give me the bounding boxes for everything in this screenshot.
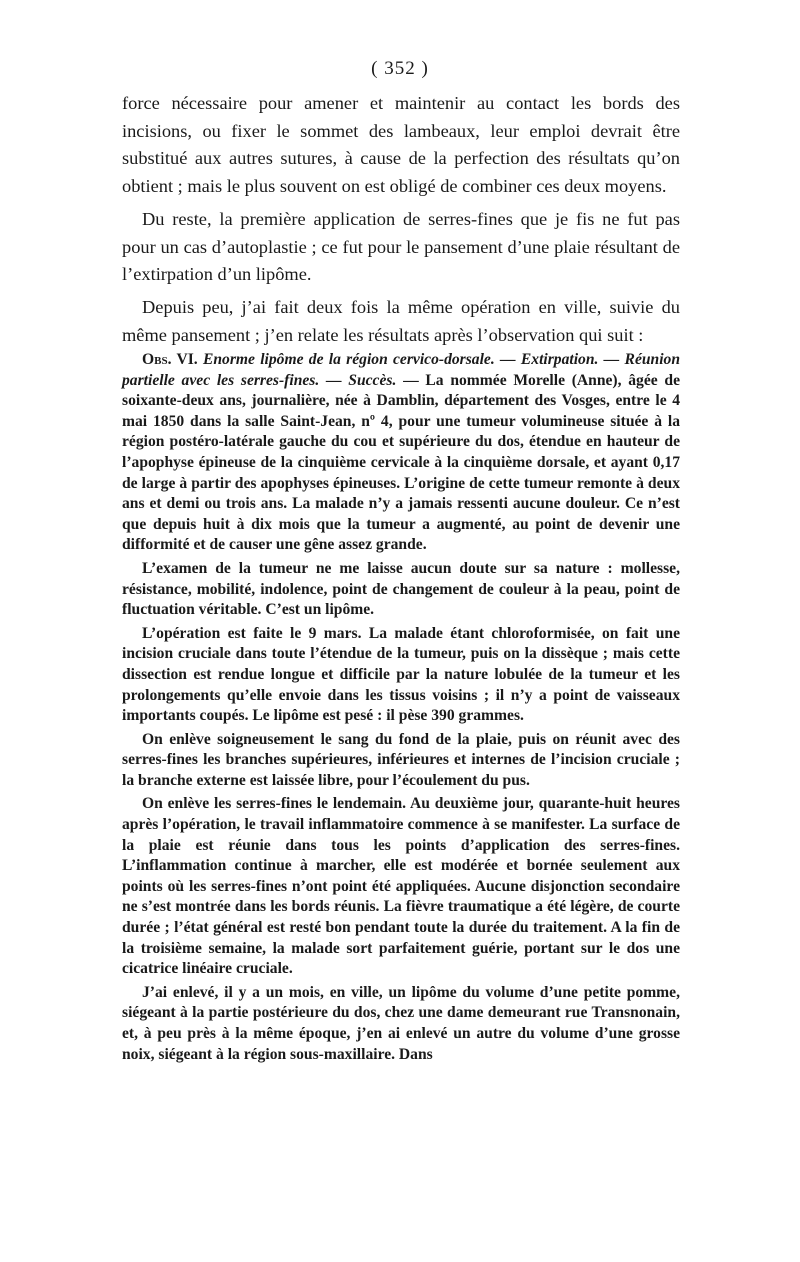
main-text (122, 90, 680, 354)
observation-intro: — La nommée Morelle (Anne), âgée de soixante-deux ans, journalière, née à Damblin, département des Vosges, entre le 4 mai 1850 dans la salle Saint-Jean, nº 4, pour une tumeur volumineuse située à la région postéro-latérale gauche du cou et supérieure du dos, étendue en hauteur de l’apophyse épineuse de la cinquième cervicale à la cinquième dorsale, et ayant 0,17 de large à partir des apophyses épineuses. L’origine de cette tumeur remonte à deux ans et demi ou trois ans. La malade n’y a jamais ressenti aucune douleur. Ce n’est que depuis huit à dix mois que la tumeur a augmenté, au point de devenir une difformité et de causer une gêne assez grande. (122, 371, 680, 554)
paragraph: On enlève les serres-fines le lendemain. Au deuxième jour, quarante-huit heures après l’opération, le travail inflammatoire commence à se manifester. La surface de la plaie est réunie dans tous les points d’application des serres-fines. L’inflammation continue à marcher, elle est modérée et bornée seulement aux points où les serres-fines n’ont point été appliquées. Aucune disjonction secondaire ne s’est montrée dans les bords réunis. La fièvre traumatique a été légère, de courte durée ; l’état général est resté bon pendant toute la durée du traitement. A la fin de la troisième semaine, la malade sort parfaitement guérie, portant sur le dos une cicatrice linéaire cruciale. (122, 795, 680, 978)
paragraph: On enlève soigneusement le sang du fond de la plaie, puis on réunit avec des serres-fines les branches supérieures, inférieures et internes de l’incision cruciale ; la branche externe est laissée libre, pour l’écoulement du pus. (122, 730, 680, 789)
paragraph-continuation: force nécessaire pour amener et maintenir au contact les bords des incisions, ou fixer le sommet des lambeaux, leur emploi devrait être substitué aux autres sutures, à cause de la perfection des résultats qu’on obtient ; mais le plus souvent on est obligé de combiner ces deux moyens. (122, 93, 680, 197)
observation-block (122, 350, 680, 1068)
observation-heading (122, 350, 680, 556)
paragraph: L’examen de la tumeur ne me laisse aucun doute sur sa nature : mollesse, résistance, mobilité, indolence, point de changement de couleur à la peau, point de fluctuation véritable. C’est un lipôme. (122, 559, 680, 619)
observation-label: Obs. VI. (142, 351, 198, 368)
paragraph: Du reste, la première application de serres-fines que je fis ne fut pas pour un cas d’autoplastie ; ce fut pour le pansement d’une plaie résultant de l’extirpation d’un lipôme. (122, 208, 680, 285)
paragraph: Depuis peu, j’ai fait deux fois la même opération en ville, suivie du même pansement ; j’en relate les résultats après l’observation qui suit : (122, 296, 680, 345)
paragraph: L’opération est faite le 9 mars. La malade étant chloroformisée, on fait une incision cruciale dans toute l’étendue de la tumeur, puis on la dissèque ; mais cette dissection est rendue longue et difficile par la nature lobulée de la tumeur et les prolongements qu’elle envoie dans les tissus voisins ; il n’y a point de vaisseaux importants coupés. Le lipôme est pesé : il pèse 390 grammes. (122, 624, 680, 725)
page-number: ( 352 ) (371, 58, 429, 79)
paragraph: J’ai enlevé, il y a un mois, en ville, un lipôme du volume d’une petite pomme, siégeant à la partie postérieure du dos, chez une dame demeurant rue Transnonain, et, à peu près à la même époque, j’en ai enlevé un autre du volume d’une grosse noix, siégeant à la région sous-maxillaire. Dans (122, 983, 680, 1063)
observation-title: Enorme lipôme de la région cervico-dorsale. — Extirpation. — Réunion partielle avec les serres-fines. — Succès. (122, 351, 681, 389)
